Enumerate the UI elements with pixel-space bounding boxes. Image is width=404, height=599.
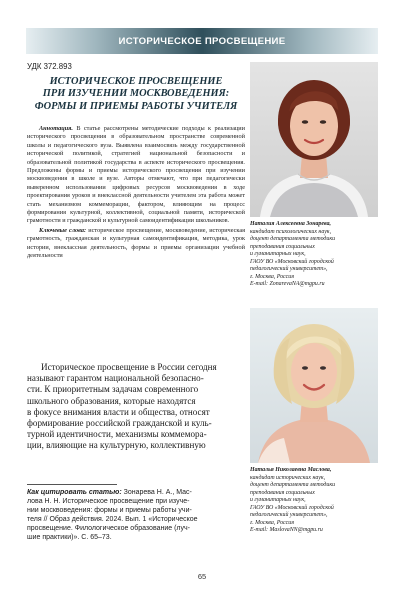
author-photo-2 xyxy=(250,308,378,463)
author-line: ГАОУ ВО «Московский городской xyxy=(250,258,334,265)
section-header-band xyxy=(26,28,378,54)
title-line: ИСТОРИЧЕСКОЕ ПРОСВЕЩЕНИЕ xyxy=(49,76,223,87)
title-line: ПРИ ИЗУЧЕНИИ МОСКВОВЕДЕНИЯ: xyxy=(42,88,230,100)
author-line: педагогический университет», xyxy=(250,266,328,272)
body-line: турной идентичности, механизмы коммемора- xyxy=(27,429,207,440)
keywords-paragraph xyxy=(27,227,245,261)
article-body xyxy=(27,362,245,452)
author-line: преподавания социальных xyxy=(250,489,315,496)
author-line: и гуманитарных наук, xyxy=(250,251,306,257)
author-info-2 xyxy=(250,467,378,535)
author-name: Наталия Алексеевна Зонарева, xyxy=(250,221,332,227)
citation-label: Как цитировать статью: xyxy=(27,489,122,496)
keywords-text: историческое просвещение, москвоведение, историческая грамотность, гражданская и культурная самоидентификация, методика, урок истории, внеклассная деятельность, формы и приемы организации учебной деятельности xyxy=(27,226,245,260)
author-line: кандидат исторических наук, xyxy=(250,474,326,481)
author-line: доцент департамента методики xyxy=(250,236,336,242)
keywords-label: Ключевые слова: xyxy=(39,226,87,234)
author-line: кандидат психологических наук, xyxy=(250,228,332,235)
body-line: Историческое просвещение в России сегодня xyxy=(41,362,217,372)
citation-line: теля // Образ действия. 2024. Вып. 1 «Историческое xyxy=(27,515,198,523)
citation-line: просвещение. Филологическое образование (луч- xyxy=(27,524,190,532)
citation-line: нии москвоведения: формы и приемы работы учи- xyxy=(27,506,192,514)
section-title: ИСТОРИЧЕСКОЕ ПРОСВЕЩЕНИЕ xyxy=(118,35,286,47)
citation-first-line xyxy=(27,489,245,498)
citation-line: Зонарева Н. А., Мас- xyxy=(123,489,192,496)
citation-line: лова Н. Н. Историческое просвещение при изуче- xyxy=(27,497,190,505)
author-line: доцент департамента методики xyxy=(250,482,336,488)
author-line: г. Москва, Россия xyxy=(250,273,294,280)
citation-block xyxy=(27,489,245,542)
article-title xyxy=(27,76,245,113)
body-line: в фокусе внимания власти и общества, относят xyxy=(27,406,210,417)
abstract-paragraph xyxy=(27,125,245,226)
body-line: называют гарантом национальной безопасно- xyxy=(27,373,204,384)
udk-code: УДК 372.893 xyxy=(27,62,72,71)
author-line: педагогический университет», xyxy=(250,512,328,518)
portrait-1-illustration xyxy=(250,62,378,217)
author-name: Наталья Николаевна Маслова, xyxy=(250,467,332,473)
body-line: ции, влияющие на культурную, коллективную xyxy=(27,440,206,451)
portrait-2-illustration xyxy=(250,308,378,463)
author-info-1 xyxy=(250,221,378,289)
abstract-label: Аннотация. xyxy=(39,125,73,132)
author-photo-1 xyxy=(250,62,378,217)
page-number: 65 xyxy=(197,572,207,581)
author-line: ГАОУ ВО «Московский городской xyxy=(250,504,334,511)
abstract-text: В статье рассмотрены методические подходы к реализации исторического просвещения в образовательном пространстве современной школы и педагогического вуза. Выявлена взаимосвязь между государственной исторической политикой, стратегией национальной безопасности и образовательной политикой государства в аспекте исторического просвещения. Предложены формы и приемы исторического просвещения при изучении москвоведения в школе и вузе. Авторы отмечают, что при педагогически выверенном использовании цифровых ресурсов москвоведения в ходе проектирования уроков и внеклассной деятельности учителем эта работа может стать механизмом коммеморации, фактором, влияющим на процесс формирования культурной, коллективной, социальной памяти, исторической грамотности и гражданской и культурной самоидентификации школьников. xyxy=(27,125,245,225)
author-email: E-mail: ZonarevaNA@mgpu.ru xyxy=(250,281,325,287)
body-line: сти. К приоритетным задачам современного xyxy=(27,384,199,395)
author-line: и гуманитарных наук, xyxy=(250,497,306,503)
citation-divider xyxy=(27,484,117,485)
body-line: формирование российской гражданской и куль- xyxy=(27,418,212,429)
title-line: ФОРМЫ И ПРИЕМЫ РАБОТЫ УЧИТЕЛЯ xyxy=(34,100,238,112)
citation-line: шие практики)». С. 65–73. xyxy=(27,533,112,541)
author-line: г. Москва, Россия xyxy=(250,519,294,526)
body-line: школьного образования, которые находятся xyxy=(27,395,196,406)
abstract-block xyxy=(27,125,245,261)
author-line: преподавания социальных xyxy=(250,243,315,250)
author-email: E-mail: MaslovaNN@mgpu.ru xyxy=(250,527,323,533)
